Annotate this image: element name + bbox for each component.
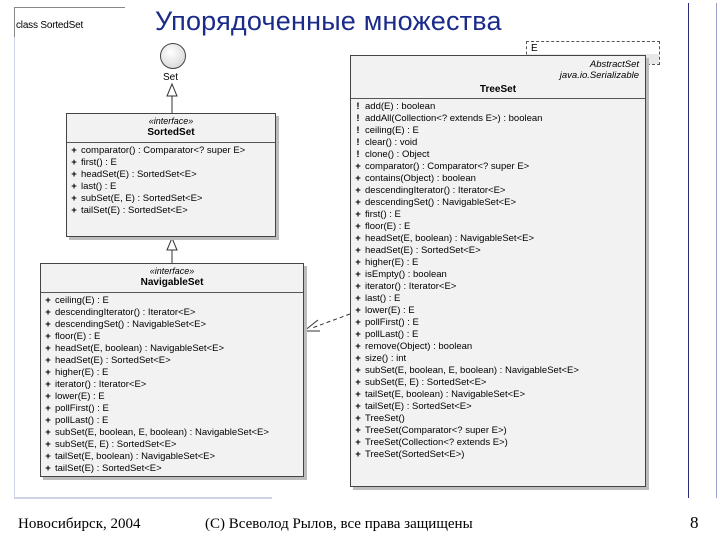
member-visibility: + [355, 161, 361, 172]
member-signature: pollFirst() : E [55, 403, 109, 414]
member-visibility: + [355, 365, 361, 376]
member-signature: tailSet(E, boolean) : NavigableSet<E> [365, 389, 526, 400]
member-row [67, 145, 275, 157]
member-signature: TreeSet(Comparator<? super E>) [365, 425, 507, 436]
member-signature: subSet(E, E) : SortedSet<E> [365, 377, 487, 388]
member-signature: headSet(E) : SortedSet<E> [365, 245, 481, 256]
member-signature: descendingIterator() : Iterator<E> [365, 185, 506, 196]
member-row [351, 389, 645, 401]
member-visibility: + [355, 437, 361, 448]
member-visibility: + [71, 193, 77, 204]
member-signature: headSet(E) : SortedSet<E> [81, 169, 197, 180]
member-signature: isEmpty() : boolean [365, 269, 447, 280]
member-row [67, 157, 275, 169]
member-signature: first() : E [365, 209, 401, 220]
member-visibility: ! [356, 113, 360, 124]
member-signature: last() : E [365, 293, 401, 304]
member-visibility: + [355, 449, 361, 460]
member-signature: last() : E [81, 181, 117, 192]
navigableset-stereotype: «interface» [149, 266, 195, 276]
member-visibility: + [355, 329, 361, 340]
member-signature: descendingIterator() : Iterator<E> [55, 307, 196, 318]
member-row [41, 295, 303, 307]
member-signature: descendingSet() : NavigableSet<E> [365, 197, 517, 208]
member-signature: headSet(E, boolean) : NavigableSet<E> [55, 343, 225, 354]
member-row [351, 413, 645, 425]
member-visibility: + [45, 307, 51, 318]
member-signature: tailSet(E) : SortedSet<E> [55, 463, 162, 474]
member-row [41, 355, 303, 367]
member-signature: first() : E [81, 157, 117, 168]
member-row [351, 137, 645, 149]
set-interface-label: Set [163, 72, 179, 83]
member-visibility: + [71, 205, 77, 216]
member-signature: subSet(E, boolean, E, boolean) : NavigableSet<E> [55, 427, 269, 438]
member-signature: subSet(E, E) : SortedSet<E> [55, 439, 177, 450]
member-row [351, 185, 645, 197]
member-row [351, 449, 645, 461]
member-row [41, 367, 303, 379]
member-signature: descendingSet() : NavigableSet<E> [55, 319, 207, 330]
member-row [351, 401, 645, 413]
member-visibility: + [355, 281, 361, 292]
member-visibility: + [355, 197, 361, 208]
member-row [41, 391, 303, 403]
member-visibility: + [45, 427, 51, 438]
sortedset-name: SortedSet [147, 127, 195, 138]
member-signature: TreeSet() [365, 413, 405, 424]
set-interface-lollipop [160, 43, 186, 69]
member-visibility: + [45, 367, 51, 378]
frame-label: class SortedSet [16, 20, 84, 31]
member-signature: TreeSet(SortedSet<E>) [365, 449, 465, 460]
member-row [41, 427, 303, 439]
member-row [41, 343, 303, 355]
member-visibility: + [45, 451, 51, 462]
member-row [351, 425, 645, 437]
member-row [41, 307, 303, 319]
member-row [351, 341, 645, 353]
member-row [67, 169, 275, 181]
member-row [41, 319, 303, 331]
member-visibility: + [355, 341, 361, 352]
treeset-class-box [350, 55, 646, 487]
member-visibility: + [45, 391, 51, 402]
member-row [41, 379, 303, 391]
member-visibility: + [355, 233, 361, 244]
member-row [351, 173, 645, 185]
member-signature: higher(E) : E [55, 367, 109, 378]
member-row [351, 329, 645, 341]
member-visibility: + [45, 463, 51, 474]
member-row [67, 205, 275, 217]
treeset-header [351, 56, 645, 99]
member-row [351, 269, 645, 281]
member-signature: add(E) : boolean [365, 101, 436, 112]
member-visibility: + [45, 343, 51, 354]
type-parameter-label: E [531, 43, 538, 54]
member-visibility: + [355, 257, 361, 268]
slide-title: Упорядоченные множества [155, 6, 502, 36]
navigableset-members [41, 293, 303, 475]
member-visibility: ! [356, 149, 360, 160]
member-signature: headSet(E, boolean) : NavigableSet<E> [365, 233, 535, 244]
member-row [351, 305, 645, 317]
member-visibility: + [355, 401, 361, 412]
member-signature: lower(E) : E [55, 391, 105, 402]
sortedset-members [67, 143, 275, 217]
member-row [67, 193, 275, 205]
member-row [351, 353, 645, 365]
member-signature: contains(Object) : boolean [365, 173, 476, 184]
member-visibility: + [355, 221, 361, 232]
member-visibility: + [355, 185, 361, 196]
treeset-interface: java.io.Serializable [559, 70, 639, 81]
member-visibility: + [355, 245, 361, 256]
member-row [351, 209, 645, 221]
member-signature: lower(E) : E [365, 305, 415, 316]
member-row [41, 463, 303, 475]
member-visibility: + [45, 439, 51, 450]
navigableset-class-box [40, 263, 304, 477]
member-signature: pollFirst() : E [365, 317, 419, 328]
member-visibility: + [355, 293, 361, 304]
member-visibility: + [355, 377, 361, 388]
member-signature: higher(E) : E [365, 257, 419, 268]
member-signature: headSet(E) : SortedSet<E> [55, 355, 171, 366]
member-signature: addAll(Collection<? extends E>) : boolean [365, 113, 543, 124]
member-row [41, 331, 303, 343]
member-row [41, 451, 303, 463]
member-signature: pollLast() : E [365, 329, 419, 340]
member-row [41, 439, 303, 451]
member-visibility: + [355, 353, 361, 364]
member-visibility: + [355, 413, 361, 424]
member-row [41, 403, 303, 415]
member-visibility: + [71, 181, 77, 192]
member-signature: tailSet(E, boolean) : NavigableSet<E> [55, 451, 216, 462]
member-signature: tailSet(E) : SortedSet<E> [365, 401, 472, 412]
member-row [351, 149, 645, 161]
navigableset-generalization-arrow [167, 238, 177, 250]
member-visibility: + [355, 305, 361, 316]
member-signature: floor(E) : E [365, 221, 411, 232]
member-row [351, 365, 645, 377]
member-signature: ceiling(E) : E [365, 125, 419, 136]
footer-copyright: (C) Всеволод Рылов, все права защищены [205, 516, 473, 532]
footer-city-year: Новосибирск, 2004 [18, 516, 141, 532]
member-signature: iterator() : Iterator<E> [365, 281, 457, 292]
treeset-name: TreeSet [479, 84, 517, 95]
navigableset-header [41, 264, 303, 293]
member-visibility: + [45, 355, 51, 366]
member-signature: subSet(E, E) : SortedSet<E> [81, 193, 203, 204]
member-signature: clear() : void [365, 137, 418, 148]
member-row [67, 181, 275, 193]
member-row [351, 233, 645, 245]
page-number: 8 [690, 513, 699, 532]
member-visibility: + [45, 415, 51, 426]
sortedset-class-box [66, 113, 276, 237]
member-row [351, 257, 645, 269]
member-signature: comparator() : Comparator<? super E> [365, 161, 530, 172]
member-visibility: + [355, 389, 361, 400]
member-visibility: + [355, 269, 361, 280]
member-visibility: + [71, 169, 77, 180]
member-signature: TreeSet(Collection<? extends E>) [365, 437, 508, 448]
member-visibility: + [355, 173, 361, 184]
member-visibility: + [45, 295, 51, 306]
member-row [351, 281, 645, 293]
member-signature: ceiling(E) : E [55, 295, 109, 306]
member-signature: tailSet(E) : SortedSet<E> [81, 205, 188, 216]
member-visibility: ! [356, 125, 360, 136]
member-row [351, 293, 645, 305]
member-row [351, 437, 645, 449]
member-visibility: + [45, 379, 51, 390]
treeset-superclass: AbstractSet [589, 59, 639, 70]
member-signature: subSet(E, boolean, E, boolean) : NavigableSet<E> [365, 365, 579, 376]
member-row [351, 221, 645, 233]
member-visibility: ! [356, 137, 360, 148]
member-signature: pollLast() : E [55, 415, 109, 426]
navigableset-name: NavigableSet [140, 277, 204, 288]
member-visibility: + [45, 331, 51, 342]
member-visibility: ! [356, 101, 360, 112]
member-visibility: + [71, 157, 77, 168]
member-row [351, 317, 645, 329]
member-visibility: + [355, 425, 361, 436]
sortedset-generalization-arrow [167, 84, 177, 96]
member-row [351, 197, 645, 209]
member-visibility: + [355, 317, 361, 328]
member-signature: floor(E) : E [55, 331, 101, 342]
member-row [351, 377, 645, 389]
sortedset-header [67, 114, 275, 143]
member-signature: remove(Object) : boolean [365, 341, 473, 352]
member-signature: comparator() : Comparator<? super E> [81, 145, 246, 156]
member-visibility: + [45, 403, 51, 414]
member-row [351, 101, 645, 113]
member-visibility: + [355, 209, 361, 220]
member-signature: iterator() : Iterator<E> [55, 379, 147, 390]
member-visibility: + [45, 319, 51, 330]
treeset-realization-line [312, 314, 350, 328]
member-row [351, 113, 645, 125]
member-signature: size() : int [365, 353, 407, 364]
treeset-members [351, 99, 645, 461]
member-row [351, 125, 645, 137]
member-visibility: + [71, 145, 77, 156]
treeset-realization-arrow [304, 320, 320, 331]
member-row [41, 415, 303, 427]
member-row [351, 245, 645, 257]
member-row [351, 161, 645, 173]
member-signature: clone() : Object [365, 149, 430, 160]
sortedset-stereotype: «interface» [148, 116, 194, 126]
